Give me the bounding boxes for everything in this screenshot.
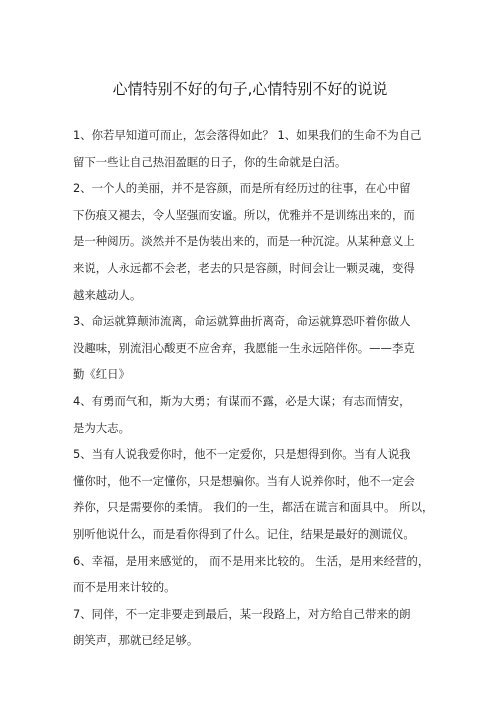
paragraph-6: [73, 548, 433, 601]
text-line: 越来越动人。: [73, 287, 142, 302]
text-line: 养你，只是需要你的柔情。 我们的一生，都活在谎言和面具中。 所以，: [73, 500, 433, 515]
text-line: 2、一个人的美丽，并不是容颜，而是所有经历过的往事，在心中留: [73, 181, 411, 196]
paragraph-1: [73, 122, 433, 175]
text-line: 而不是用来计较的。: [73, 580, 176, 595]
document-body: [73, 122, 433, 654]
text-line: 5、当有人说我爱你时，他不一定爱你，只是想得到你。当有人说我: [73, 447, 411, 462]
text-line: 别听他说什么，而是看你得到了什么。记住，结果是最好的测谎仪。: [73, 526, 415, 541]
text-line: 3、命运就算颠沛流离，命运就算曲折离奇，命运就算恐吓着你做人: [73, 314, 411, 329]
paragraph-4: [73, 388, 433, 441]
text-line: 1、你若早知道可而止，怎会落得如此？ 1、如果我们的生命不为自己: [73, 128, 422, 142]
text-line: 4、有勇而气和，斯为大勇；有谋而不露，必是大谋；有志而情安，: [73, 393, 411, 408]
text-line: 下伤痕又褪去，令人坚强而安谧。所以，优雅并不是训练出来的，而: [73, 207, 415, 222]
paragraph-2: [73, 175, 433, 308]
text-line: 勤《红日》: [73, 367, 130, 382]
text-line: 来说，人永远都不会老，老去的只是容颜，时间会让一颗灵魂，变得: [73, 260, 415, 275]
paragraph-3: [73, 308, 433, 388]
text-line: 懂你时，他不一定懂你，只是想骗你。当有人说养你时，他不一定会: [73, 473, 415, 488]
text-line: 6、幸福，是用来感觉的， 而不是用来比较的。 生活，是用来经营的，: [73, 553, 430, 568]
document-title: 心情特别不好的句子,心情特别不好的说说: [112, 80, 388, 98]
text-line: 是一种阅历。淡然并不是伪装出来的，而是一种沉淀。从某种意义上: [73, 234, 415, 249]
text-line: 7、同伴，不一定非要走到最后，某一段路上，对方给自己带来的朗: [73, 606, 411, 621]
paragraph-7: [73, 601, 433, 654]
text-line: 没趣味，别流泪心酸更不应舍弃，我愿能一生永远陪伴你。——李克: [73, 340, 415, 355]
text-line: 是为大志。: [73, 420, 130, 435]
paragraph-5: [73, 441, 433, 547]
text-line: 留下一些让自己热泪盈眶的日子，你的生命就是白活。: [73, 154, 347, 169]
text-line: 朗笑声，那就已经足够。: [73, 633, 199, 648]
